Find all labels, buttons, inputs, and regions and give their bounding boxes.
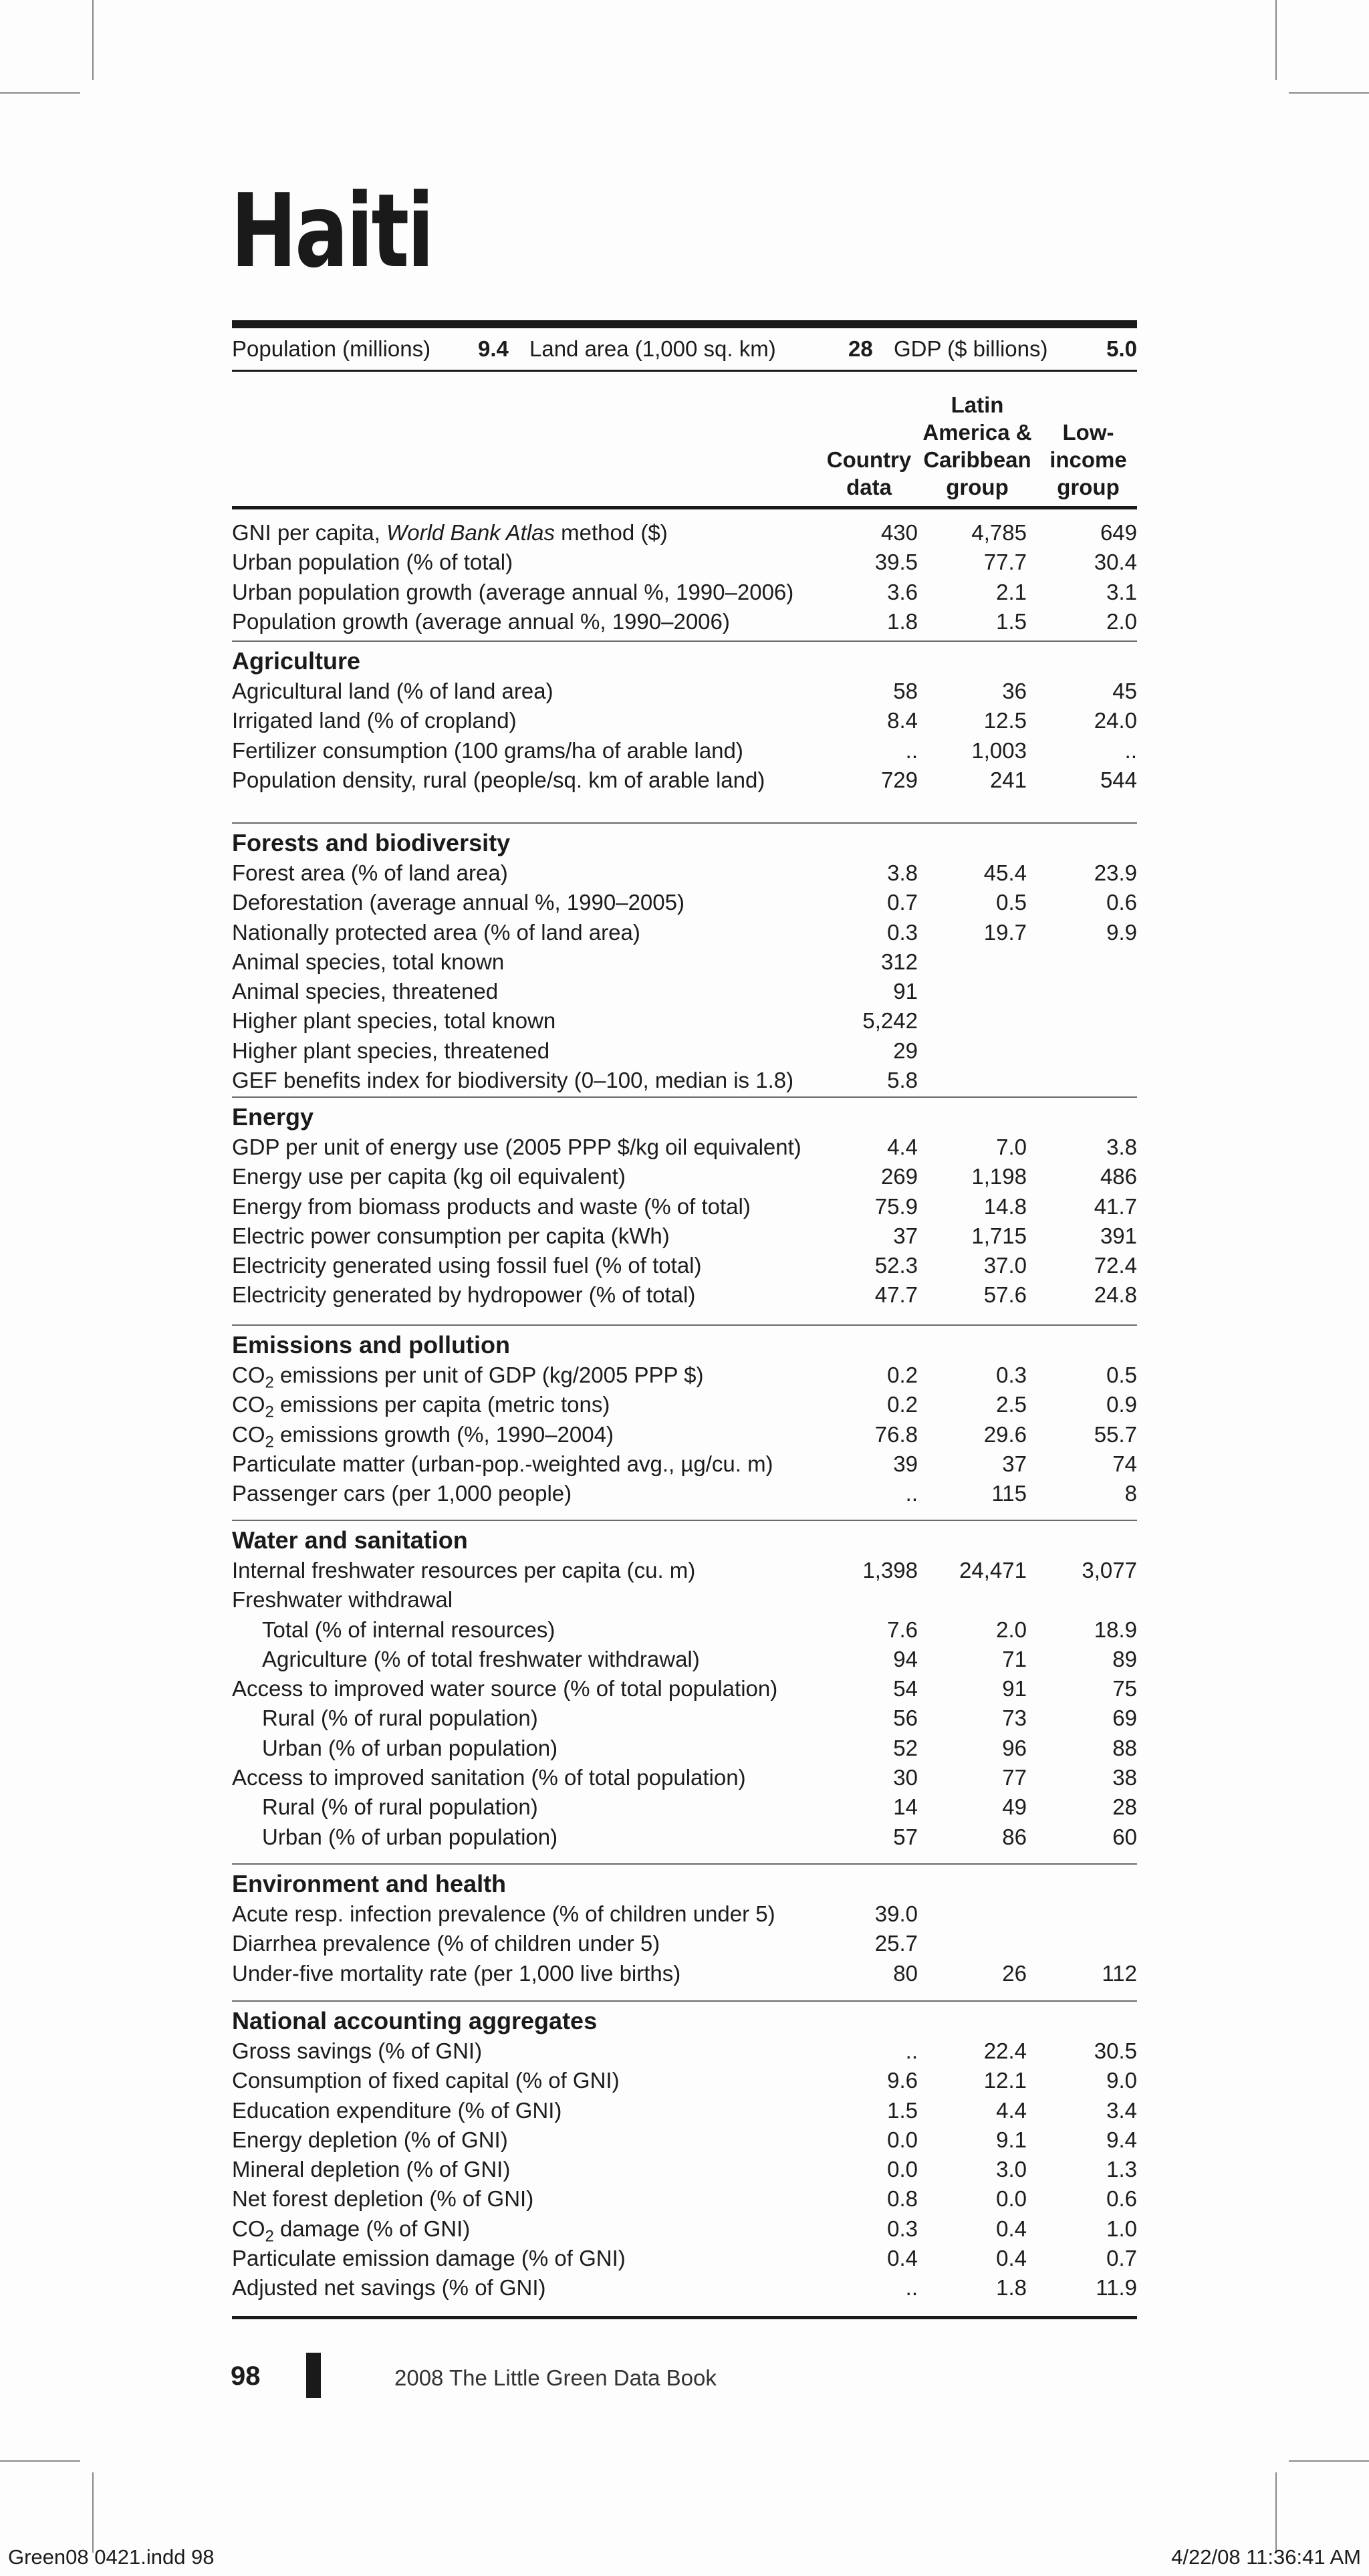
- row-label-co2-emissions-per-unit-of-gdp-kg-2005-ppp: $CO_2$ emissions per unit of GDP (kg/2005 PPP $): [232, 1363, 704, 1392]
- table-row: [232, 1221, 1137, 1250]
- table-row: [232, 2272, 1137, 2302]
- row-label-co2-damage-of-gni: $CO_2$ damage (% of GNI): [232, 2216, 471, 2246]
- table-row: [232, 1449, 1137, 1478]
- table-row: [232, 1389, 1137, 1419]
- country-value: 9.6: [887, 2068, 918, 2093]
- low-income-value: 88: [1112, 1735, 1137, 1760]
- table-row: [232, 705, 1137, 735]
- row-label-irrigated-land-of-cropland: Irrigated land (% of cropland): [232, 708, 517, 733]
- low-income-value: 3.8: [1106, 1135, 1137, 1159]
- row-label-energy-use-per-capita-kg-oil-equivalent: Energy use per capita (kg oil equivalent): [232, 1164, 626, 1189]
- print-slug-timestamp: 4/22/08 11:36:41 AM: [1171, 2545, 1361, 2569]
- lac-value: 37.0: [983, 1253, 1027, 1278]
- row-label-consumption-of-fixed-capital-of-gni: Consumption of fixed capital (% of GNI): [232, 2068, 620, 2093]
- row-label-education-expenditure-of-gni: Education expenditure (% of GNI): [232, 2097, 562, 2123]
- country-value: 0.3: [887, 2216, 918, 2241]
- gdp-label: GDP ($ billions): [894, 336, 1048, 361]
- low-income-value: 544: [1100, 767, 1137, 792]
- low-income-value: 41.7: [1094, 1193, 1137, 1219]
- country-value: 0.0: [887, 2127, 918, 2152]
- section-emissions-pollution: [232, 1324, 1137, 1508]
- table-row: [232, 2065, 1137, 2095]
- section-title: Energy: [232, 1103, 314, 1131]
- lac-value: 1.5: [996, 608, 1027, 634]
- table-row: [232, 947, 1137, 976]
- lac-value: 115: [991, 1481, 1027, 1506]
- row-label-acute-resp-infection-prevalence-of-children-under-5: Acute resp. infection prevalence (% of children under 5): [232, 1901, 775, 1926]
- table-row: [232, 1733, 1137, 1762]
- country-value: 430: [880, 520, 918, 545]
- row-label-gni-per-capita-world-bank-atlas-method: GNI per capita, World Bank Atlas method ($): [232, 520, 668, 545]
- lac-value: 2.1: [996, 579, 1027, 604]
- country-value: 75.9: [874, 1193, 918, 1219]
- row-label-population-density-rural-people-sq-km-of-arable-land: Population density, rural (people/sq. km of arable land): [232, 767, 765, 792]
- low-income-value: 38: [1112, 1765, 1137, 1790]
- country-value: 1.5: [887, 2097, 918, 2123]
- country-value: 729: [880, 767, 918, 792]
- page-number: 98: [231, 2361, 261, 2391]
- row-label-access-to-improved-water-source-of-total-population: Access to improved water source (% of total population): [232, 1676, 778, 1702]
- table-row: [232, 676, 1137, 705]
- low-income-value: 9.9: [1106, 919, 1137, 945]
- low-income-value: 18.9: [1094, 1617, 1137, 1642]
- row-label-urban-population-of-total: Urban population (% of total): [232, 550, 513, 575]
- table-row: [232, 1792, 1137, 1821]
- lac-value: 14.8: [983, 1193, 1027, 1219]
- low-income-value: 89: [1112, 1646, 1137, 1671]
- lac-value: 0.5: [996, 890, 1027, 915]
- table-row: [232, 1822, 1137, 1851]
- country-value: 1.8: [887, 608, 918, 634]
- lac-value: 1,003: [971, 737, 1027, 763]
- row-label-access-to-improved-sanitation-of-total-population: Access to improved sanitation (% of total population): [232, 1765, 746, 1790]
- section-title: Environment and health: [232, 1870, 507, 1897]
- col-header-latin-america: Latin America & Caribbean group: [922, 392, 1032, 499]
- lac-value: 2.5: [996, 1392, 1027, 1417]
- table-row: [232, 1280, 1137, 1309]
- low-income-value: 3.1: [1106, 579, 1137, 604]
- country-value: 0.3: [887, 919, 918, 945]
- summary-rule: [232, 370, 1137, 372]
- country-value: 4.4: [887, 1135, 918, 1159]
- row-label-electric-power-consumption-per-capita-kwh: Electric power consumption per capita (kWh): [232, 1223, 670, 1248]
- low-income-value: 9.4: [1106, 2127, 1137, 2152]
- country-value: 39.0: [874, 1901, 918, 1926]
- country-value: 269: [880, 1164, 918, 1189]
- low-income-value: 8: [1124, 1481, 1137, 1506]
- row-label-energy-depletion-of-gni: Energy depletion (% of GNI): [232, 2127, 508, 2152]
- lac-value: 24,471: [959, 1558, 1027, 1583]
- table-row: [232, 1615, 1137, 1644]
- lac-value: 73: [1002, 1706, 1027, 1731]
- land-area-label: Land area (1,000 sq. km): [529, 336, 776, 361]
- section-national-accounting: [232, 2000, 1137, 2303]
- row-label-adjusted-net-savings-of-gni: Adjusted net savings (% of GNI): [232, 2275, 546, 2301]
- low-income-value: 74: [1112, 1451, 1137, 1476]
- intro-block: [232, 517, 1137, 636]
- row-label-passenger-cars-per-1-000-people: Passenger cars (per 1,000 people): [232, 1481, 572, 1506]
- lac-value: 4.4: [996, 2097, 1027, 2123]
- country-value: 3.6: [887, 579, 918, 604]
- table-row: [232, 1958, 1137, 1988]
- section-title: Forests and biodiversity: [232, 829, 511, 856]
- table-row: [232, 1585, 1137, 1614]
- lac-value: 26: [1002, 1960, 1027, 1986]
- section-energy: [232, 1096, 1137, 1310]
- lac-value: 0.3: [996, 1363, 1027, 1387]
- country-value: 37: [893, 1223, 918, 1248]
- table-row: [232, 577, 1137, 606]
- country-value: 0.0: [887, 2157, 918, 2182]
- col-header-low-income: Low- income group: [1049, 420, 1127, 499]
- low-income-value: 649: [1100, 520, 1137, 545]
- country-value: 0.8: [887, 2186, 918, 2212]
- country-value: 25.7: [874, 1931, 918, 1956]
- low-income-value: 1.0: [1106, 2216, 1137, 2241]
- crop-mark: [1289, 2460, 1369, 2462]
- row-label-electricity-generated-using-fossil-fuel-of-total: Electricity generated using fossil fuel (% of total): [232, 1253, 702, 1278]
- table-row: [232, 1478, 1137, 1508]
- lac-value: 2.0: [996, 1617, 1027, 1642]
- section-title: National accounting aggregates: [232, 2007, 598, 2034]
- country-value: 30: [893, 1765, 918, 1790]
- table-row: [232, 1161, 1137, 1191]
- table-row: [232, 1673, 1137, 1703]
- country-value: 1,398: [862, 1558, 918, 1583]
- row-label-rural-of-rural-population: Rural (% of rural population): [262, 1794, 538, 1820]
- table-row: [232, 917, 1137, 947]
- lac-value: 45.4: [983, 860, 1027, 885]
- crop-mark: [1289, 92, 1369, 94]
- table-row: [232, 1132, 1137, 1161]
- country-value: 0.2: [887, 1363, 918, 1387]
- row-label-freshwater-withdrawal: Freshwater withdrawal: [232, 1587, 453, 1613]
- row-label-gross-savings-of-gni: Gross savings (% of GNI): [232, 2038, 483, 2063]
- row-label-agricultural-land-of-land-area: Agricultural land (% of land area): [232, 679, 553, 703]
- lac-value: 1,715: [971, 1223, 1027, 1248]
- country-value: ..: [905, 737, 918, 763]
- row-label-nationally-protected-area-of-land-area: Nationally protected area (% of land area): [232, 919, 640, 945]
- lac-value: 0.4: [996, 2246, 1027, 2271]
- gdp-value: 5.0: [1106, 336, 1137, 361]
- lac-value: 36: [1002, 679, 1027, 703]
- row-label-animal-species-total-known: Animal species, total known: [232, 949, 505, 974]
- table-row: [232, 606, 1137, 636]
- country-value: ..: [905, 2038, 918, 2063]
- country-value: 58: [893, 679, 918, 703]
- country-value: 57: [893, 1824, 918, 1849]
- low-income-value: 112: [1102, 1960, 1137, 1986]
- header-rule: [232, 506, 1137, 509]
- table-row: [232, 1703, 1137, 1732]
- row-label-urban-of-urban-population: Urban (% of urban population): [262, 1824, 558, 1849]
- lac-value: 29.6: [983, 1421, 1027, 1447]
- section-title: Emissions and pollution: [232, 1331, 511, 1359]
- table-row: [232, 1644, 1137, 1673]
- lac-value: 22.4: [983, 2038, 1027, 2063]
- row-label-diarrhea-prevalence-of-children-under-5: Diarrhea prevalence (% of children under 5): [232, 1931, 660, 1956]
- lac-value: 77: [1002, 1765, 1027, 1790]
- lac-value: 3.0: [996, 2157, 1027, 2182]
- row-label-co2-emissions-growth-1990-2004: $CO_2$ emissions growth (%, 1990–2004): [232, 1421, 614, 1451]
- table-row: [232, 547, 1137, 576]
- table-row: [232, 2214, 1137, 2246]
- title-rule: [232, 320, 1137, 328]
- low-income-value: 0.9: [1106, 1392, 1137, 1417]
- country-value: 47.7: [874, 1282, 918, 1308]
- section-water-sanitation: [232, 1520, 1137, 1851]
- section-agriculture: [232, 640, 1137, 794]
- country-value: 76.8: [874, 1421, 918, 1447]
- lac-value: 86: [1002, 1824, 1027, 1849]
- low-income-value: 30.4: [1094, 550, 1137, 575]
- low-income-value: 23.9: [1094, 860, 1137, 885]
- lac-value: 7.0: [996, 1135, 1027, 1159]
- row-label-mineral-depletion-of-gni: Mineral depletion (% of GNI): [232, 2157, 511, 2182]
- low-income-value: 391: [1100, 1223, 1137, 1248]
- low-income-value: 0.6: [1106, 2186, 1137, 2212]
- lac-value: 1,198: [971, 1164, 1027, 1189]
- table-row: [232, 2184, 1137, 2213]
- row-label-electricity-generated-by-hydropower-of-total: Electricity generated by hydropower (% of total): [232, 1282, 696, 1308]
- lac-value: 71: [1002, 1646, 1027, 1671]
- country-value: 52: [893, 1735, 918, 1760]
- low-income-value: 28: [1112, 1794, 1137, 1820]
- bottom-rule: [232, 2316, 1137, 2319]
- low-income-value: 75: [1112, 1676, 1137, 1702]
- row-label-forest-area-of-land-area: Forest area (% of land area): [232, 860, 508, 885]
- row-label-under-five-mortality-rate-per-1-000-live-births: Under-five mortality rate (per 1,000 live births): [232, 1960, 681, 1986]
- print-slug-file: Green08 0421.indd 98: [8, 2545, 215, 2569]
- country-value: 8.4: [887, 708, 918, 733]
- low-income-value: 0.5: [1106, 1363, 1137, 1387]
- lac-value: 96: [1002, 1735, 1027, 1760]
- population-label: Population (millions): [232, 336, 431, 361]
- page-title: Haiti: [231, 172, 432, 290]
- row-label-fertilizer-consumption-100-grams-ha-of-arable-land: Fertilizer consumption (100 grams/ha of arable land): [232, 737, 743, 763]
- country-value: 14: [893, 1794, 918, 1820]
- section-title: Agriculture: [232, 647, 361, 675]
- row-label-deforestation-average-annual-1990-2005: Deforestation (average annual %, 1990–2005): [232, 890, 684, 915]
- row-label-particulate-matter-urban-pop-weighted-avg-g-cu-m: Particulate matter (urban-pop.-weighted avg., µg/cu. m): [232, 1451, 773, 1476]
- row-label-total-of-internal-resources: Total (% of internal resources): [262, 1617, 555, 1642]
- low-income-value: 486: [1100, 1164, 1137, 1189]
- table-row: [232, 2154, 1137, 2184]
- table-row: [232, 858, 1137, 887]
- country-value: 56: [893, 1706, 918, 1731]
- low-income-value: 0.7: [1106, 2246, 1137, 2271]
- lac-value: 12.5: [983, 708, 1027, 733]
- section-environment-health: [232, 1863, 1137, 1988]
- country-value: 54: [893, 1676, 918, 1702]
- country-value: 0.7: [887, 890, 918, 915]
- row-label-energy-from-biomass-products-and-waste-of-total: Energy from biomass products and waste (% of total): [232, 1193, 751, 1219]
- crop-mark: [92, 2472, 94, 2553]
- table-row: [232, 735, 1137, 765]
- country-value: 5.8: [887, 1068, 918, 1093]
- lac-value: 91: [1002, 1676, 1027, 1702]
- table-row: [232, 1419, 1137, 1449]
- row-label-rural-of-rural-population: Rural (% of rural population): [262, 1706, 538, 1731]
- country-value: 312: [880, 949, 918, 974]
- country-value: ..: [905, 2275, 918, 2301]
- land-area-value: 28: [848, 336, 873, 361]
- lac-value: 77.7: [983, 550, 1027, 575]
- book-title: 2008 The Little Green Data Book: [394, 2365, 717, 2390]
- table-row: [232, 1555, 1137, 1585]
- country-value: 52.3: [874, 1253, 918, 1278]
- table-row: [232, 1360, 1137, 1392]
- row-label-urban-of-urban-population: Urban (% of urban population): [262, 1735, 558, 1760]
- low-income-value: 55.7: [1094, 1421, 1137, 1447]
- row-label-co2-emissions-per-capita-metric-tons: $CO_2$ emissions per capita (metric tons): [232, 1392, 610, 1421]
- lac-value: 12.1: [983, 2068, 1027, 2093]
- country-value: 3.8: [887, 860, 918, 885]
- lac-value: 4,785: [971, 520, 1027, 545]
- crop-mark: [1275, 0, 1277, 80]
- row-label-gef-benefits-index-for-biodiversity-0-100-median-is-1-8: GEF benefits index for biodiversity (0–100, median is 1.8): [232, 1068, 794, 1093]
- lac-value: 9.1: [996, 2127, 1027, 2152]
- footer-bar: [306, 2353, 321, 2398]
- row-label-gdp-per-unit-of-energy-use-2005-ppp-kg-oil-equivalent: GDP per unit of energy use (2005 PPP $/kg oil equivalent): [232, 1135, 801, 1159]
- lac-value: 0.4: [996, 2216, 1027, 2241]
- section-forests-biodiversity: [232, 822, 1137, 1094]
- country-value: 39: [893, 1451, 918, 1476]
- table-row: [232, 1762, 1137, 1792]
- low-income-value: 30.5: [1094, 2038, 1137, 2063]
- section-title: Water and sanitation: [232, 1526, 468, 1554]
- country-value: 5,242: [862, 1008, 918, 1034]
- row-label-net-forest-depletion-of-gni: Net forest depletion (% of GNI): [232, 2186, 534, 2212]
- low-income-value: 45: [1112, 679, 1137, 703]
- crop-mark: [92, 0, 94, 80]
- table-row: [232, 1928, 1137, 1958]
- lac-value: 1.8: [996, 2275, 1027, 2301]
- lac-value: 19.7: [983, 919, 1027, 945]
- row-label-population-growth-average-annual-1990-2006: Population growth (average annual %, 1990–2006): [232, 608, 730, 634]
- country-value: 7.6: [887, 1617, 918, 1642]
- low-income-value: 60: [1112, 1824, 1137, 1849]
- table-row: [232, 1250, 1137, 1280]
- lac-value: 37: [1002, 1451, 1027, 1476]
- population-value: 9.4: [478, 336, 509, 361]
- row-label-higher-plant-species-threatened: Higher plant species, threatened: [232, 1038, 550, 1063]
- table-row: [232, 1036, 1137, 1065]
- low-income-value: 72.4: [1094, 1253, 1137, 1278]
- table-row: [232, 2125, 1137, 2154]
- low-income-value: 11.9: [1096, 2275, 1137, 2301]
- country-value: 94: [893, 1646, 918, 1671]
- low-income-value: 3.4: [1106, 2097, 1137, 2123]
- country-value: ..: [905, 1481, 918, 1506]
- low-income-value: 1.3: [1106, 2157, 1137, 2182]
- country-value: 29: [893, 1038, 918, 1063]
- low-income-value: ..: [1124, 737, 1137, 763]
- country-value: 80: [893, 1960, 918, 1986]
- crop-mark: [0, 2460, 80, 2462]
- low-income-value: 3,077: [1082, 1558, 1137, 1583]
- table-row: [232, 1191, 1137, 1221]
- lac-value: 49: [1002, 1794, 1027, 1820]
- lac-value: 0.0: [996, 2186, 1027, 2212]
- low-income-value: 24.0: [1094, 708, 1137, 733]
- crop-mark: [1275, 2472, 1277, 2553]
- country-value: 39.5: [874, 550, 918, 575]
- low-income-value: 24.8: [1094, 1282, 1137, 1308]
- row-label-animal-species-threatened: Animal species, threatened: [232, 979, 499, 1004]
- country-value: 91: [893, 979, 918, 1004]
- table-row: [232, 887, 1137, 917]
- row-label-agriculture-of-total-freshwater-withdrawal: Agriculture (% of total freshwater withdrawal): [262, 1646, 700, 1671]
- low-income-value: 69: [1112, 1706, 1137, 1731]
- low-income-value: 9.0: [1106, 2068, 1137, 2093]
- table-row: [232, 517, 1137, 547]
- table-row: [232, 2095, 1137, 2125]
- table-row: [232, 1006, 1137, 1035]
- row-label-urban-population-growth-average-annual-1990-2006: Urban population growth (average annual %, 1990–2006): [232, 579, 794, 604]
- table-row: [232, 2243, 1137, 2272]
- summary-bar: [232, 332, 1137, 367]
- row-label-internal-freshwater-resources-per-capita-cu-m: Internal freshwater resources per capita (cu. m): [232, 1558, 696, 1583]
- table-row: [232, 976, 1137, 1006]
- table-row: [232, 1065, 1137, 1094]
- row-label-particulate-emission-damage-of-gni: Particulate emission damage (% of GNI): [232, 2246, 626, 2271]
- low-income-value: 0.6: [1106, 890, 1137, 915]
- row-label-higher-plant-species-total-known: Higher plant species, total known: [232, 1008, 556, 1034]
- table-row: [232, 2036, 1137, 2065]
- table-row: [232, 1899, 1137, 1928]
- country-value: 0.2: [887, 1392, 918, 1417]
- crop-mark: [0, 92, 80, 94]
- low-income-value: 2.0: [1106, 608, 1137, 634]
- country-value: 0.4: [887, 2246, 918, 2271]
- lac-value: 241: [989, 767, 1027, 792]
- col-header-country: Country data: [826, 447, 912, 499]
- table-row: [232, 765, 1137, 794]
- lac-value: 57.6: [983, 1282, 1027, 1308]
